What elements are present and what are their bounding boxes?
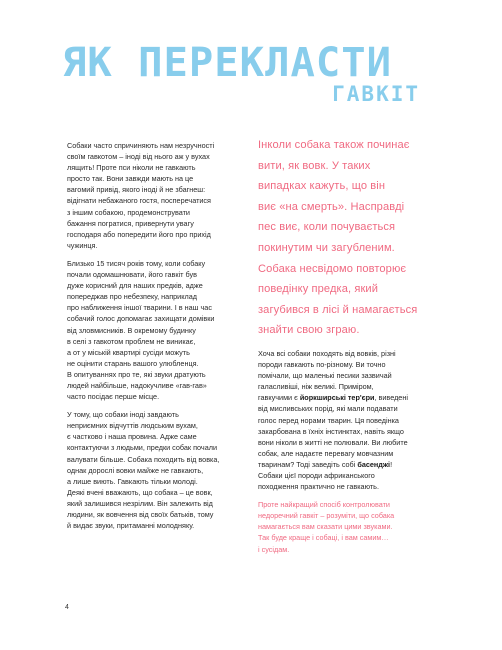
closing-note: Проте найкращий спосіб контролювати недоречний гавкіт – розуміти, що собака намагається вам сказати цими звуками. Так буде краще і собаці, і вам самим… і сусідам. xyxy=(258,500,395,554)
basenji-highlight: басенджі xyxy=(357,459,391,469)
right-column xyxy=(258,135,443,555)
pull-quote: Інколи собака також починає вити, як вовк. У таких випадках кажуть, що він виє «на смерть». Насправді пес виє, коли почувається покинутим чи загубленим. Собака несвідомо повторює поведінку предка, який загубився в лісі й намагається знайти свою зграю. xyxy=(258,139,418,337)
left-paragraph-1: Собаки часто спричиняють нам незручності своїм гавкотом – іноді від нього аж у вухах лящить! Проте пси ніколи не гавкають просто так. Вони завжди мають на це вагомий привід, якого іноді й не збагнеш: відігнати небажаного гостя, посперечатися з іншим собакою, продемонструвати бажання погратися, привернути увагу господаря або попередити його про прихід чужинця. xyxy=(67,141,215,250)
page-number: 4 xyxy=(65,604,69,611)
right-body-paragraph xyxy=(258,348,443,492)
page-subtitle: ГАВКІТ xyxy=(332,82,420,106)
body-text-part-3: ! Собаки цієї породи африканського походження практично не гавкають. xyxy=(258,459,393,492)
yorkshire-terrier-highlight: йоркширські тер'єри xyxy=(299,393,375,403)
left-column xyxy=(67,140,245,538)
left-paragraph-2: Близько 15 тисяч років тому, коли собаку почали одомашнювати, його гавкіт був дуже корисний для наших предків, адже попереджав про небезпеку, наприклад про наближення іншої тварини. І в наш час собачий голос допомагає захищати домівки від зловмисників. В окремому будинку в селі з гавкотом проблем не виникає, а от у міській квартирі сусіди можуть не оцінити старань вашого улюбленця. В опитуваннях про те, які звуки дратують людей найбільше, надокучливе «гав-гав» часто посідає перше місце. xyxy=(67,258,215,402)
body-text-part-2: , виведені від мисливських порід, які мали подавати голос перед норами тварин. Ця поведінка закарбована в їхніх інстинктах, навіть якщо вони ніколи в житті не полювали. Ви любите собак, але надаєте перевагу мовчазним тваринам? Тоді заведіть собі xyxy=(258,393,408,469)
body-text-part-1: Хоча всі собаки походять від вовків, різні породи гавкають по-різному. Ви точно помічали, що маленькі песики зазвичай галасливіші, ніж великі. Приміром, гавкучими є xyxy=(258,348,396,403)
left-paragraph-3: У тому, що собаки іноді завдають неприємних відчуттів людським вухам, є частково і наша провина. Адже саме контактуючи з людьми, предки собак почали валувати більше. Собака походить від вовка, однак дорослі вовки майже не гавкають, а лише виють. Гавкають тільки молоді. Деякі вчені вважають, що собака – це вовк, який залишився незрілим. Він залежить від людини, як вовчення від своїх батьків, тому й видає звуки, притаманні молодняку. xyxy=(67,410,220,531)
page-title: ЯК ПЕРЕКЛАСТИ xyxy=(62,38,392,86)
